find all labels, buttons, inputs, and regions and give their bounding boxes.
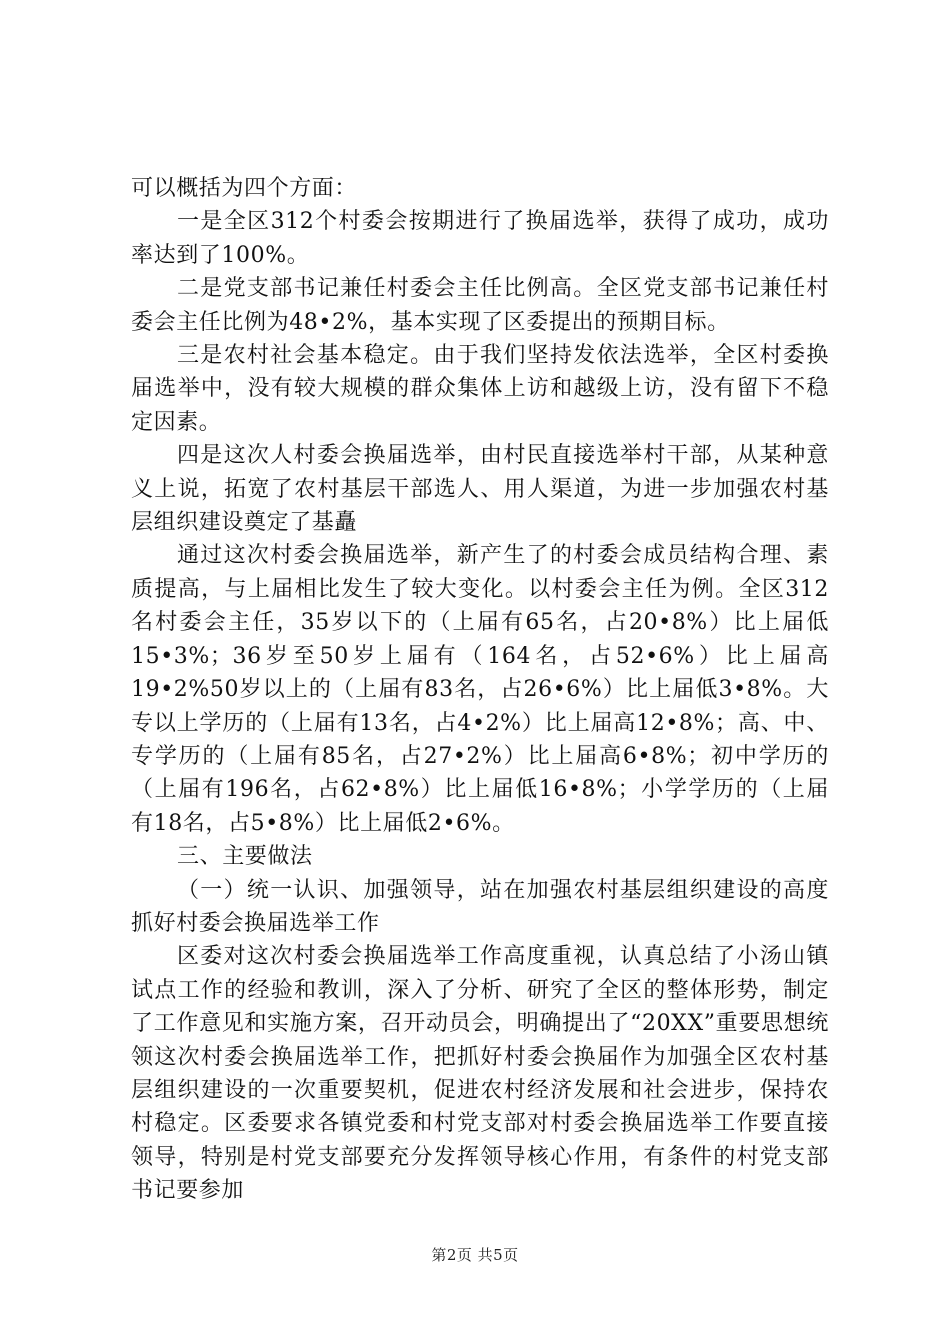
section-heading-main-methods: 三、主要做法: [177, 844, 313, 870]
page-footer: 第2页 共5页: [431, 1246, 519, 1264]
paragraph-point-two: 二是党支部书记兼任村委会主任比例高。全区党支部书记兼任村委会主任比例为48•2%，基本实现了区委提出的预期目标。: [131, 276, 829, 335]
paragraph-statistics: 通过这次村委会换届选举，新产生了的村委会成员结构合理、素质提高，与上届相比发生了较大变化。以村委会主任为例。全区312名村委会主任，35岁以下的（上届有65名，占20•8%）比上届低15•3%；36岁至50岁上届有（164名，占52•6%）比上届高19•2%50岁以上的（上届有83名，占26•6%）比上届低3•8%。大专以上学历的（上届有13名，占4•2%）比上届高12•8%；高、中、专学历的（上届有85名，占27•2%）比上届高6•8%；初中学历的（上届有196名，占62•8%）比上届低16•8%；小学学历的（上届有18名，占5•8%）比上届低2•6%。: [131, 543, 829, 836]
paragraph-point-one: 一是全区312个村委会按期进行了换届选举，获得了成功，成功率达到了100%。: [131, 209, 829, 268]
document-body: [131, 172, 829, 1208]
paragraph-point-three: 三是农村社会基本稳定。由于我们坚持发依法选举，全区村委换届选举中，没有较大规模的群众集体上访和越级上访，没有留下不稳定因素。: [131, 343, 829, 435]
paragraph-intro: 可以概括为四个方面：: [131, 176, 358, 201]
subsection-heading-unify-understanding: （一）统一认识、加强领导，站在加强农村基层组织建设的高度抓好村委会换届选举工作: [131, 877, 829, 936]
paragraph-point-four: 四是这次人村委会换届选举，由村民直接选举村干部，从某种意义上说，拓宽了农村基层干部选人、用人渠道，为进一步加强农村基层组织建设奠定了基矗: [131, 443, 829, 536]
paragraph-district-committee: 区委对这次村委会换届选举工作高度重视，认真总结了小汤山镇试点工作的经验和教训，深入了分析、研究了全区的整体形势，制定了工作意见和实施方案，召开动员会，明确提出了“20XX”重要思想统领这次村委会换届选举工作，把抓好村委会换届作为加强全区农村基层组织建设的一次重要契机，促进农村经济发展和社会进步，保持农村稳定。区委要求各镇党委和村党支部对村委会换届选举工作要直接领导，特别是村党支部要充分发挥领导核心作用，有条件的村党支部书记要参加: [131, 944, 829, 1204]
